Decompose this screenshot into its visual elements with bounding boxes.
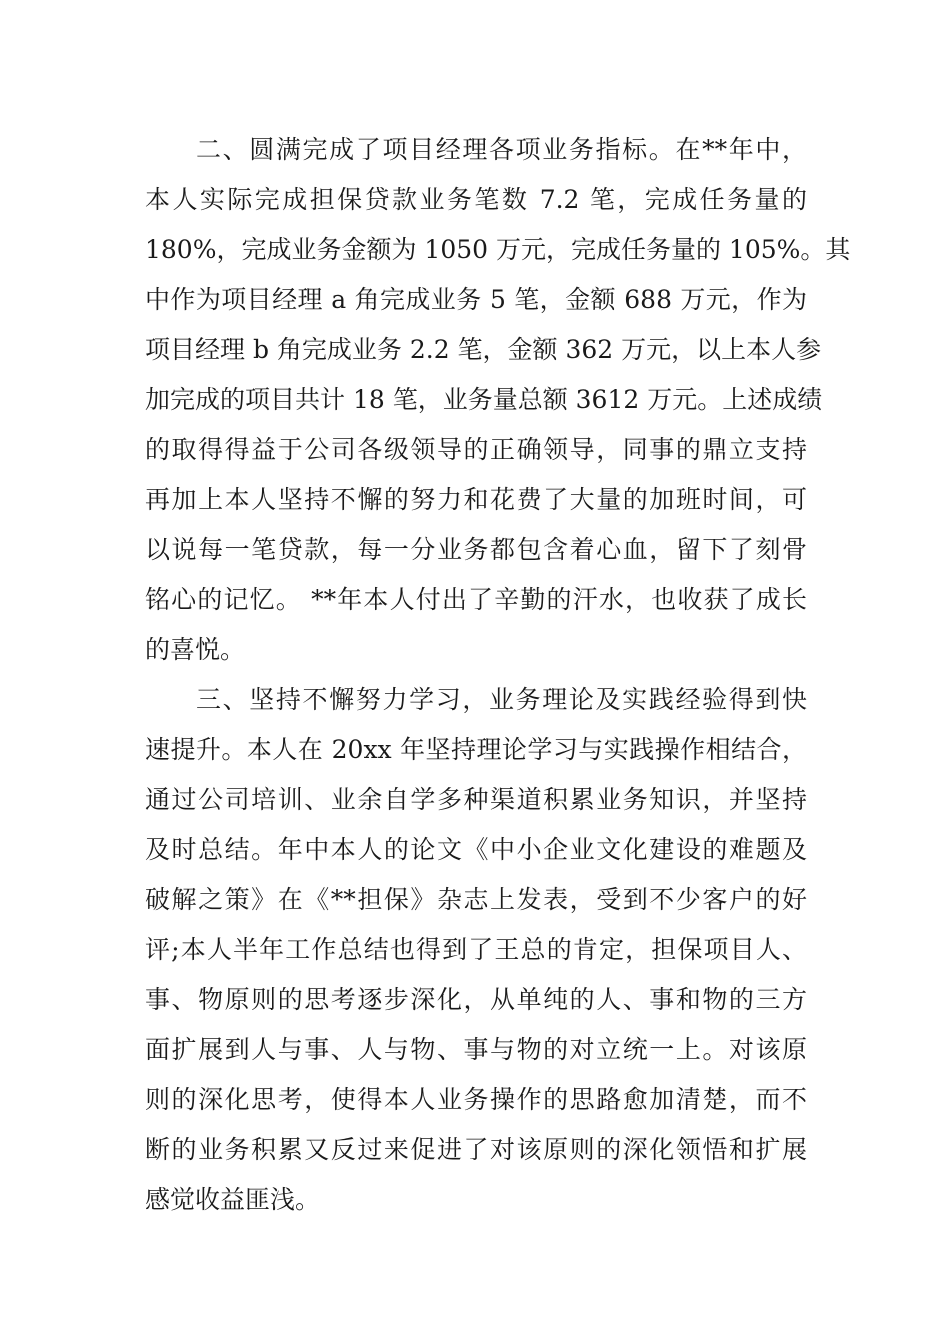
text-line: 破解之策》在《**担保》杂志上发表，受到不少客户的好 [145,885,807,914]
text-line: 断的业务积累又反过来促进了对该原则的深化领悟和扩展 [145,1135,807,1164]
text-line: 本人实际完成担保贷款业务笔数 7.2 笔，完成任务量的 [145,185,807,214]
text-line: 速提升。本人在 20xx 年坚持理论学习与实践操作相结合， [145,735,807,764]
text-line: 通过公司培训、业余自学多种渠道积累业务知识，并坚持 [145,785,807,814]
text-line: 的喜悦。 [145,635,246,664]
text-line: 以说每一笔贷款，每一分业务都包含着心血，留下了刻骨 [145,535,807,564]
text-line: 感觉收益匪浅。 [145,1185,321,1214]
text-line: 的取得得益于公司各级领导的正确领导，同事的鼎立支持 [145,435,807,464]
text-line: 再加上本人坚持不懈的努力和花费了大量的加班时间，可 [145,485,807,514]
text-line: 中作为项目经理 a 角完成业务 5 笔，金额 688 万元，作为 [145,285,807,314]
text-line: 项目经理 b 角完成业务 2.2 笔，金额 362 万元，以上本人参 [145,335,822,364]
text-line: 则的深化思考，使得本人业务操作的思路愈加清楚，而不 [145,1085,807,1114]
text-line: 面扩展到人与事、人与物、事与物的对立统一上。对该原 [145,1035,807,1064]
text-line: 180%，完成业务金额为 1050 万元，完成任务量的 105%。其 [145,235,851,264]
text-line: 加完成的项目共计 18 笔，业务量总额 3612 万元。上述成绩 [145,385,823,414]
text-line: 评;本人半年工作总结也得到了王总的肯定，担保项目人、 [145,935,807,964]
text-line: 及时总结。年中本人的论文《中小企业文化建设的难题及 [145,835,807,864]
text-line: 铭心的记忆。 **年本人付出了辛勤的汗水，也收获了成长 [145,585,807,614]
text-line: 三、坚持不懈努力学习，业务理论及实践经验得到快 [196,685,807,714]
text-line: 事、物原则的思考逐步深化，从单纯的人、事和物的三方 [145,985,807,1014]
text-line: 二、圆满完成了项目经理各项业务指标。在**年中， [196,135,807,164]
